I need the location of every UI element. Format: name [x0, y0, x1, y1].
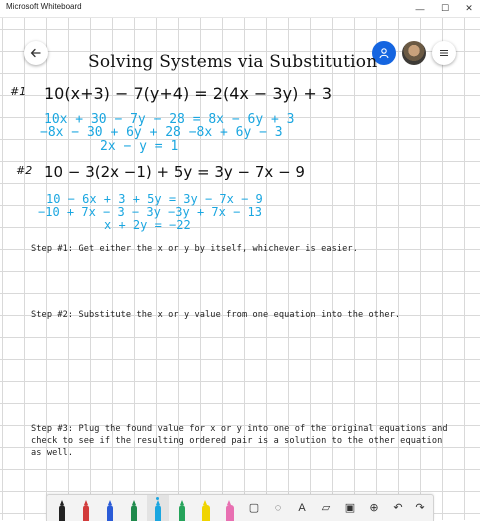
step-1-text: Step #1: Get either the x or y by itself, whichever is easier.: [31, 244, 358, 254]
note-tool[interactable]: [315, 495, 337, 521]
redo-icon: ↷: [415, 502, 425, 514]
pen-red-icon: [83, 505, 89, 521]
highlighter-yellow-icon: [202, 505, 210, 521]
problem1-equation: 10(x+3) − 7(y+4) = 2(4x − 3y) + 3: [44, 84, 333, 103]
problem2-work-line: 10 − 6x + 3 + 5y = 3y − 7x − 9: [46, 192, 263, 206]
add-icon: ⊕: [369, 502, 379, 514]
note-icon: ▱: [321, 502, 331, 514]
pen-green2-icon: [179, 505, 185, 521]
highlighter-yellow-tool[interactable]: [195, 495, 217, 521]
redo-button[interactable]: [409, 495, 431, 521]
lasso-tool[interactable]: [267, 495, 289, 521]
problem1-work-line: −8x − 30 + 6y + 28 −8x + 6y − 3: [40, 125, 283, 140]
menu-button[interactable]: [432, 41, 456, 65]
pen-green-icon: [131, 505, 137, 521]
pen-black-tool[interactable]: [51, 495, 73, 521]
problem1-work-line: 10x + 30 − 7y − 28 = 8x − 6y + 3: [44, 112, 295, 127]
highlighter-pink-icon: [226, 505, 234, 521]
pen-green2-tool[interactable]: [171, 495, 193, 521]
problem2-work-line: x + 2y = −22: [104, 218, 191, 232]
eraser-icon: ▢: [248, 502, 260, 514]
image-tool[interactable]: [339, 495, 361, 521]
lasso-icon: ◌: [274, 502, 282, 514]
person-icon: [378, 47, 390, 59]
close-button[interactable]: ✕: [465, 3, 473, 13]
pen-green-tool[interactable]: [123, 495, 145, 521]
back-arrow-icon: [30, 47, 42, 59]
pen-red-tool[interactable]: [75, 495, 97, 521]
window-titlebar: [0, 0, 480, 18]
problem2-work-line: −10 + 7x − 3 − 3y −3y + 7x − 13: [38, 205, 262, 219]
undo-icon: ↶: [393, 502, 403, 514]
text-tool[interactable]: [291, 495, 313, 521]
maximize-button[interactable]: ☐: [440, 3, 450, 13]
undo-button[interactable]: [387, 495, 409, 521]
problem2-equation: 10 − 3(2x −1) + 5y = 3y − 7x − 9: [44, 163, 305, 181]
pen-blue-tool[interactable]: [99, 495, 121, 521]
pen-cyan-tool[interactable]: [147, 495, 169, 521]
image-icon: ▣: [344, 502, 356, 514]
highlighter-pink-tool[interactable]: [219, 495, 241, 521]
app-title: Microsoft Whiteboard: [6, 2, 82, 11]
avatar[interactable]: [402, 41, 426, 65]
hamburger-menu-icon: [438, 47, 450, 59]
pen-black-icon: [59, 505, 65, 521]
add-tool[interactable]: [363, 495, 385, 521]
pen-cyan-icon: [155, 505, 161, 521]
board-title: Solving Systems via Substitution: [88, 52, 378, 72]
step-2-text: Step #2: Substitute the x or y value from one equation into the other.: [31, 310, 401, 320]
whiteboard-canvas[interactable]: [0, 18, 480, 520]
back-button[interactable]: [24, 41, 48, 65]
text-icon: A: [298, 502, 306, 514]
eraser-tool[interactable]: [243, 495, 265, 521]
problem1-work-line: 2x − y = 1: [100, 139, 179, 154]
pen-blue-icon: [107, 505, 113, 521]
problem2-label: #2: [16, 164, 33, 177]
step-3-text: Step #3: Plug the found value for x or y into one of the original equations and check to see if the resulting ordered pair is a solution to the other equation as well.: [31, 424, 448, 458]
ink-toolbar: [46, 494, 434, 521]
minimize-button[interactable]: —: [415, 3, 425, 14]
problem1-label: #1: [10, 85, 27, 98]
